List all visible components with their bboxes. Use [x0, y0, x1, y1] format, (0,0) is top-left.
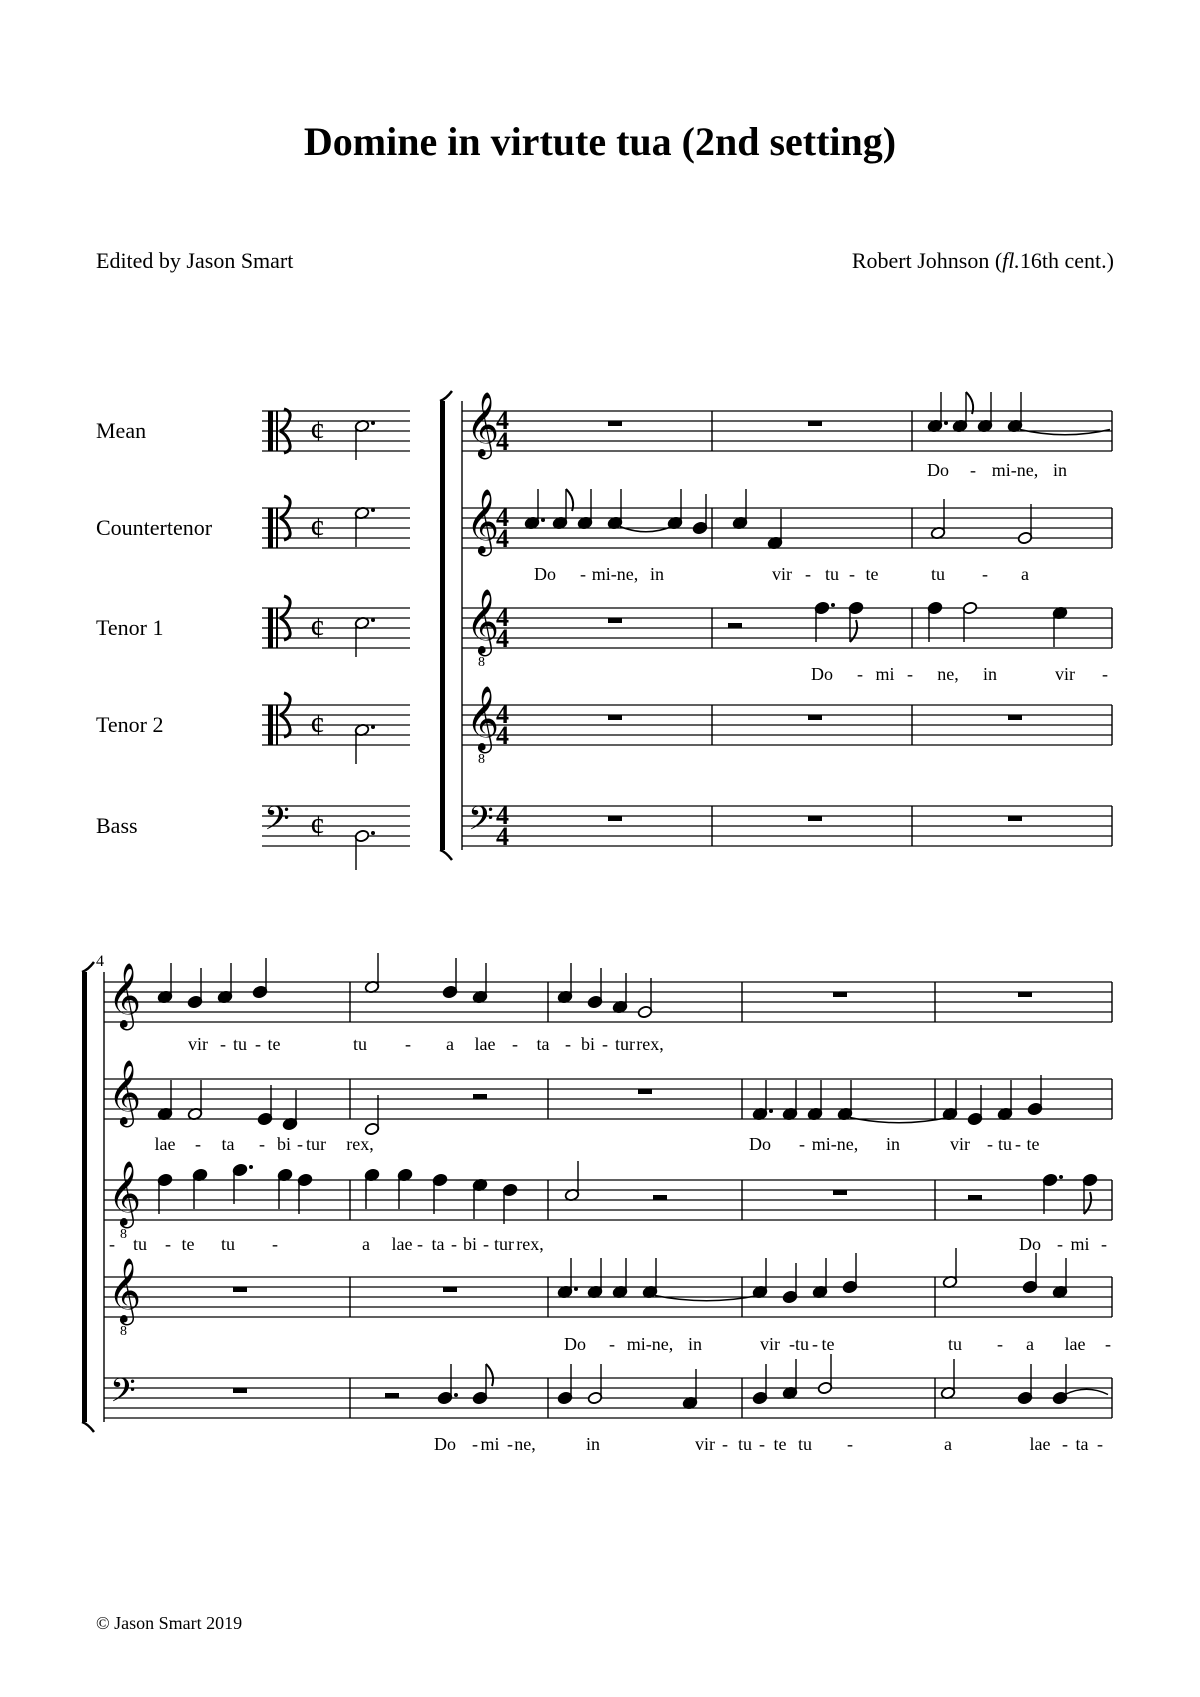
mensuration-sign: ¢ [310, 810, 325, 843]
lyric-syllable: Do [1019, 1234, 1041, 1254]
lyric-syllable: te [773, 1434, 787, 1454]
lyric-syllable: tur [615, 1034, 635, 1054]
lyric-syllable: - [805, 564, 811, 584]
lyric-syllable: - [1097, 1434, 1103, 1454]
lyric-syllable: - [849, 564, 855, 584]
lyric-syllable: ta [431, 1234, 445, 1254]
lyric-syllable: te [821, 1334, 835, 1354]
lyric-syllable: vir [188, 1034, 208, 1054]
whole-rest [233, 1388, 247, 1393]
lyric-syllable: tur [494, 1234, 514, 1254]
lyric-syllable: - [195, 1134, 201, 1154]
whole-rest [608, 618, 622, 623]
lyric-syllable: - [1062, 1434, 1068, 1454]
treble-clef: 𝄞 [466, 591, 500, 653]
lyric-syllable: - [565, 1034, 571, 1054]
c-clef-bar [276, 508, 278, 548]
voice-label-tenor1: Tenor 1 [96, 615, 164, 640]
lyric-syllable: - [1101, 1234, 1107, 1254]
lyric-syllable: tu [947, 1334, 963, 1354]
lyric-syllable: ta [536, 1034, 550, 1054]
lyric-syllable: a [944, 1434, 952, 1454]
time-signature-denominator: 4 [496, 427, 509, 456]
lyric-syllable: tu [132, 1234, 148, 1254]
lyric-syllable: a [446, 1034, 454, 1054]
lyric-syllable: tu [232, 1034, 248, 1054]
system-1 [440, 391, 1112, 860]
lyric-syllable: - [789, 1334, 795, 1354]
lyric-syllable: mi-ne, [811, 1134, 859, 1154]
bracket-hook [82, 962, 94, 972]
lyric-syllable: - [580, 564, 586, 584]
lyric-syllable: vir [950, 1134, 970, 1154]
bracket-hook [440, 391, 452, 401]
lyric-syllable: - [602, 1034, 608, 1054]
lyric-syllable: bi [580, 1034, 596, 1054]
mensuration-sign: ¢ [310, 709, 325, 742]
time-signature-denominator: 4 [496, 822, 509, 851]
half-rest [728, 623, 742, 628]
treble-clef: 𝄞 [466, 491, 500, 553]
time-signature-numerator: 4 [496, 700, 509, 729]
lyric-syllable: mi [875, 664, 895, 684]
note-flag [486, 1364, 493, 1386]
time-signature-denominator: 4 [496, 524, 509, 553]
half-rest [968, 1195, 982, 1200]
treble-clef: 𝄞 [108, 1163, 142, 1225]
c-clef-bar [276, 705, 278, 745]
lyric-syllable: tu [220, 1234, 236, 1254]
lyric-syllable: lae [1029, 1434, 1051, 1454]
lyric-syllable: - [970, 460, 976, 480]
lyric-syllable: mi [1070, 1234, 1090, 1254]
augmentation-dot [371, 618, 375, 622]
augmentation-dot [371, 831, 375, 835]
bracket-hook [82, 1422, 94, 1432]
lyric-syllable: - [982, 564, 988, 584]
lyric-syllable: in [982, 664, 998, 684]
half-rest [653, 1195, 667, 1200]
lyric-syllable: ne, [937, 664, 959, 684]
lyric-syllable: mi [480, 1434, 500, 1454]
lyric-syllable: in [585, 1434, 601, 1454]
lyric-syllable: in [687, 1334, 703, 1354]
whole-rest [833, 992, 847, 997]
voice-label-bass: Bass [96, 813, 138, 838]
system-bracket [440, 401, 445, 850]
lyric-syllable: tu [930, 564, 946, 584]
system-2 [82, 953, 1112, 1454]
lyric-syllable: bi [276, 1134, 292, 1154]
lyric-syllable: - [997, 1334, 1003, 1354]
whole-rest [608, 715, 622, 720]
lyric-syllable: tu [997, 1134, 1013, 1154]
augmentation-dot [769, 1109, 773, 1113]
augmentation-dot [1059, 1175, 1063, 1179]
half-rest [385, 1393, 399, 1398]
whole-rest [233, 1287, 247, 1292]
time-signature-denominator: 4 [496, 624, 509, 653]
whole-rest [608, 816, 622, 821]
lyric-syllable: mi-ne, [626, 1334, 674, 1354]
mensuration-sign: ¢ [310, 512, 325, 545]
augmentation-dot [371, 508, 375, 512]
lyric-syllable: - [759, 1434, 765, 1454]
whole-rest [608, 421, 622, 426]
lyric-syllable: tu [797, 1434, 813, 1454]
lyric-syllable: vir [695, 1434, 715, 1454]
lyric-syllable: in [1052, 460, 1068, 480]
lyric-syllable: - [483, 1234, 489, 1254]
lyric-syllable: - [272, 1234, 278, 1254]
lyric-syllable: bi [462, 1234, 478, 1254]
lyric-syllable: Do [534, 564, 556, 584]
lyric-syllable: - [109, 1234, 115, 1254]
lyric-syllable: te [267, 1034, 281, 1054]
lyric-syllable: Do [434, 1434, 456, 1454]
lyric-syllable: - [259, 1134, 265, 1154]
whole-rest [808, 816, 822, 821]
tie [1065, 1389, 1108, 1394]
lyric-syllable: tu [352, 1034, 368, 1054]
lyric-syllable: vir [772, 564, 792, 584]
time-signature-denominator: 4 [496, 721, 509, 750]
augmentation-dot [371, 421, 375, 425]
lyric-syllable: - [512, 1034, 518, 1054]
octave-mark: 8 [478, 655, 485, 670]
lyric-syllable: - [405, 1034, 411, 1054]
lyric-syllable: rex, [516, 1234, 544, 1254]
lyric-syllable: Do [749, 1134, 771, 1154]
voice-label-countertenor: Countertenor [96, 515, 213, 540]
whole-rest [833, 1190, 847, 1195]
lyric-syllable: Do [927, 460, 949, 480]
lyric-syllable: tu [794, 1334, 810, 1354]
lyric-syllable: vir [1055, 664, 1075, 684]
lyric-syllable: - [297, 1134, 303, 1154]
lyric-syllable: tu [737, 1434, 753, 1454]
lyric-syllable: - [1015, 1134, 1021, 1154]
incipit-staves [262, 409, 410, 870]
time-signature-numerator: 4 [496, 603, 509, 632]
octave-mark: 8 [120, 1324, 127, 1339]
lyric-syllable: - [1105, 1334, 1111, 1354]
whole-rest [808, 715, 822, 720]
lyric-syllable: ta [221, 1134, 235, 1154]
lyric-syllable: - [255, 1034, 261, 1054]
c-clef-bar [268, 411, 273, 451]
c-clef-bar [268, 508, 273, 548]
lyric-syllable: a [1021, 564, 1029, 584]
augmentation-dot [541, 518, 545, 522]
voice-label-tenor2: Tenor 2 [96, 712, 164, 737]
lyric-syllable: - [609, 1334, 615, 1354]
treble-clef: 𝄞 [466, 394, 500, 456]
c-clef-bar [276, 608, 278, 648]
system-bracket [82, 972, 87, 1422]
score-title: Domine in virtute tua (2nd setting) [303, 119, 897, 164]
lyric-syllable: lae [1064, 1334, 1086, 1354]
whole-rest [638, 1089, 652, 1094]
augmentation-dot [454, 1393, 458, 1397]
bracket-hook [440, 850, 452, 860]
lyric-syllable: lae [474, 1034, 496, 1054]
whole-rest [1008, 816, 1022, 821]
lyric-syllable: in [649, 564, 665, 584]
octave-mark: 8 [478, 752, 485, 767]
lyric-syllable: - [987, 1134, 993, 1154]
whole-rest [1008, 715, 1022, 720]
note-flag [850, 620, 857, 642]
lyric-syllable: te [865, 564, 879, 584]
measure-number: 4 [96, 953, 104, 970]
lyric-syllable: a [362, 1234, 370, 1254]
treble-clef: 𝄞 [108, 1260, 142, 1322]
treble-clef: 𝄞 [108, 1062, 142, 1124]
lyric-syllable: mi-ne, [591, 564, 639, 584]
whole-rest [443, 1287, 457, 1292]
lyric-syllable: a [1026, 1334, 1034, 1354]
augmentation-dot [831, 603, 835, 607]
bass-clef: 𝄢 [110, 1372, 136, 1417]
tie [620, 527, 672, 532]
bass-clef: 𝄢 [468, 800, 494, 845]
tie [1020, 430, 1110, 435]
c-clef-bar [268, 608, 273, 648]
lyric-syllable: vir [760, 1334, 780, 1354]
lyric-syllable: ta [1075, 1434, 1089, 1454]
composer-name: Robert Johnson ( [851, 248, 1003, 273]
augmentation-dot [249, 1165, 253, 1169]
half-rest [473, 1094, 487, 1099]
augmentation-dot [944, 421, 948, 425]
lyric-syllable: te [1026, 1134, 1040, 1154]
c-clef-bar [276, 411, 278, 451]
treble-clef: 𝄞 [466, 688, 500, 750]
composer-date: 16th cent.) [1019, 248, 1114, 273]
lyric-syllable: Do [811, 664, 833, 684]
voice-label-mean: Mean [96, 418, 147, 443]
lyric-syllable: rex, [636, 1034, 664, 1054]
lyric-syllable: rex, [346, 1134, 374, 1154]
tie [850, 1118, 948, 1123]
lyric-syllable: - [907, 664, 913, 684]
lyric-syllable: te [181, 1234, 195, 1254]
lyric-syllable: - [799, 1134, 805, 1154]
lyric-syllable: - [857, 664, 863, 684]
lyric-syllable: - [1057, 1234, 1063, 1254]
copyright-notice: © Jason Smart 2019 [96, 1613, 243, 1633]
lyric-syllable: - [847, 1434, 853, 1454]
lyric-syllable: lae [154, 1134, 176, 1154]
whole-rest [1018, 992, 1032, 997]
octave-mark: 8 [120, 1227, 127, 1242]
lyric-syllable: ne, [514, 1434, 536, 1454]
lyric-syllable: - [165, 1234, 171, 1254]
floruit-abbrev: fl. [1002, 248, 1020, 273]
editor-credit: Edited by Jason Smart [96, 248, 294, 273]
time-signature-numerator: 4 [496, 406, 509, 435]
c-clef-bar [268, 705, 273, 745]
time-signature-numerator: 4 [496, 801, 509, 830]
lyric-syllable: - [417, 1234, 423, 1254]
note-flag [1084, 1192, 1091, 1214]
lyric-syllable: Do [564, 1334, 586, 1354]
mensuration-sign: ¢ [310, 612, 325, 645]
lyric-syllable: - [472, 1434, 478, 1454]
lyric-syllable: - [1102, 664, 1108, 684]
time-signature-numerator: 4 [496, 503, 509, 532]
treble-clef: 𝄞 [108, 965, 142, 1027]
lyric-syllable: - [812, 1334, 818, 1354]
lyric-syllable: lae [391, 1234, 413, 1254]
whole-rest [808, 421, 822, 426]
lyric-syllable: - [507, 1434, 513, 1454]
lyric-syllable: - [220, 1034, 226, 1054]
lyric-syllable: in [885, 1134, 901, 1154]
lyric-syllable: - [451, 1234, 457, 1254]
augmentation-dot [371, 725, 375, 729]
lyric-syllable: tur [306, 1134, 326, 1154]
augmentation-dot [574, 1287, 578, 1291]
lyric-syllable: tu [824, 564, 840, 584]
lyric-syllable: - [722, 1434, 728, 1454]
lyric-syllable: mi-ne, [991, 460, 1039, 480]
mensuration-sign: ¢ [310, 415, 325, 448]
bass-clef: 𝄢 [264, 800, 290, 845]
